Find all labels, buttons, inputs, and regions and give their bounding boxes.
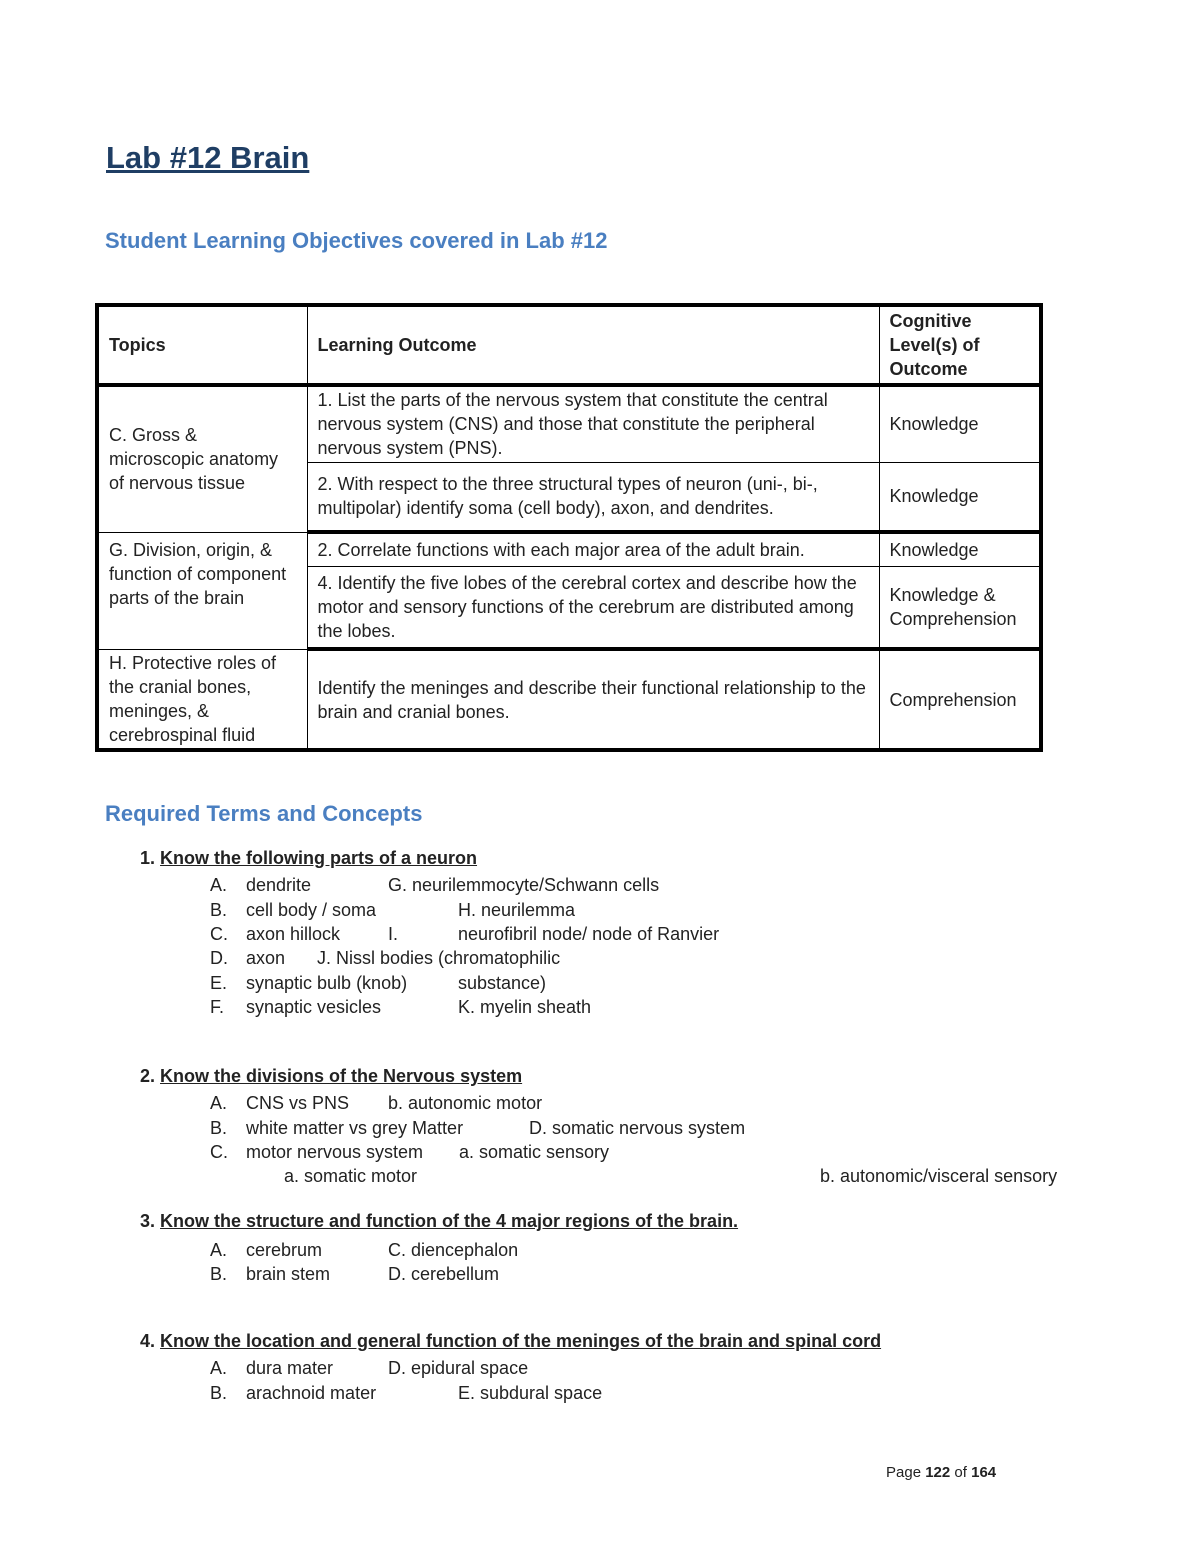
- list-item: CNS vs PNS: [246, 1093, 350, 1113]
- table-row: [97, 385, 1041, 462]
- outcome-cell: 2. With respect to the three structural types of neuron (uni-, bi-, multipolar) identify soma (cell body), axon, and dendrites.: [307, 462, 879, 532]
- list-item: J. Nissl bodies (chromatophilic: [317, 948, 561, 968]
- list-item: a. somatic sensory: [459, 1142, 610, 1162]
- list-item: H. neurilemma: [458, 900, 576, 920]
- list-number: 4.: [140, 1331, 156, 1351]
- list-item: C. diencephalon: [388, 1240, 519, 1260]
- list-number: 3.: [140, 1211, 156, 1231]
- list-item: arachnoid mater: [246, 1383, 377, 1403]
- list-item: C.: [210, 1142, 228, 1162]
- list-item: D. somatic nervous system: [529, 1118, 746, 1138]
- list-item: E. subdural space: [458, 1383, 603, 1403]
- objectives-heading: Student Learning Objectives covered in Lab #12: [105, 228, 608, 253]
- list-item: b. autonomic/visceral sensory: [820, 1166, 1058, 1186]
- table-header-row: [97, 305, 1041, 385]
- list-item: synaptic vesicles: [246, 997, 382, 1017]
- table-row: [97, 649, 1041, 750]
- list-item: I.: [388, 924, 399, 944]
- list-item: motor nervous system: [246, 1142, 424, 1162]
- topic-cell: H. Protective roles of the cranial bones, meninges, & cerebrospinal fluid: [97, 649, 307, 750]
- list-item: synaptic bulb (knob): [246, 973, 408, 993]
- header-topics: Topics: [97, 305, 307, 385]
- list-item: dura mater: [246, 1358, 334, 1378]
- list-item: B.: [210, 1118, 228, 1138]
- list-title-text: Know the following parts of a neuron: [160, 848, 478, 868]
- list-number: 1.: [140, 848, 156, 868]
- outcome-cell: 1. List the parts of the nervous system that constitute the central nervous system (CNS) and those that constitute the peripheral nervous system (PNS).: [307, 385, 879, 462]
- table-row: [97, 532, 1041, 566]
- learning-objectives-table: [95, 303, 1043, 752]
- terms-heading: Required Terms and Concepts: [105, 801, 423, 826]
- level-cell: Knowledge: [879, 385, 1041, 462]
- list-item: axon hillock: [246, 924, 341, 944]
- list-item: E.: [210, 973, 228, 993]
- header-cognitive-level: Cognitive Level(s) of Outcome: [879, 305, 1041, 385]
- list-item: a. somatic motor: [284, 1166, 418, 1186]
- level-cell: Comprehension: [879, 649, 1041, 750]
- list-item: cell body / soma: [246, 900, 377, 920]
- list-item: cerebrum: [246, 1240, 323, 1260]
- list-item: brain stem: [246, 1264, 331, 1284]
- list-item: C.: [210, 924, 228, 944]
- list-item: axon: [246, 948, 286, 968]
- footer-prefix: Page: [886, 1464, 922, 1481]
- list-item: K. myelin sheath: [458, 997, 592, 1017]
- footer-of: of: [954, 1464, 967, 1481]
- level-cell: Knowledge: [879, 462, 1041, 532]
- list-item: neurofibril node/ node of Ranvier: [458, 924, 720, 944]
- list-title: [140, 1066, 522, 1087]
- list-item: D. epidural space: [388, 1358, 529, 1378]
- list-title-text: Know the location and general function of the meninges of the brain and spinal cord: [160, 1331, 882, 1351]
- list-item: B.: [210, 1383, 228, 1403]
- list-item: A.: [210, 1093, 228, 1113]
- list-title: [140, 1211, 738, 1232]
- outcome-cell: Identify the meninges and describe their functional relationship to the brain and cranial bones.: [307, 649, 879, 750]
- list-title-text: Know the structure and function of the 4 major regions of the brain.: [160, 1211, 739, 1231]
- list-item: b. autonomic motor: [388, 1093, 543, 1113]
- list-title: [140, 1331, 881, 1352]
- footer-page-number: 122: [925, 1464, 951, 1481]
- list-item: B.: [210, 1264, 228, 1284]
- list-number: 2.: [140, 1066, 156, 1086]
- list-title-text: Know the divisions of the Nervous system: [160, 1066, 523, 1086]
- list-item: F.: [210, 997, 225, 1017]
- list-item: D. cerebellum: [388, 1264, 500, 1284]
- list-item: white matter vs grey Matter: [246, 1118, 464, 1138]
- page-footer: [886, 1464, 996, 1481]
- header-learning-outcome: Learning Outcome: [307, 305, 879, 385]
- list-item: G. neurilemmocyte/Schwann cells: [388, 875, 660, 895]
- list-item: dendrite: [246, 875, 312, 895]
- footer-total-pages: 164: [971, 1464, 997, 1481]
- level-cell: Knowledge: [879, 532, 1041, 566]
- list-item: B.: [210, 900, 228, 920]
- outcome-cell: 4. Identify the five lobes of the cerebral cortex and describe how the motor and sensory functions of the cerebrum are distributed among the lobes.: [307, 566, 879, 649]
- list-item: A.: [210, 875, 228, 895]
- list-item: A.: [210, 1358, 228, 1378]
- list-item: D.: [210, 948, 228, 968]
- topic-cell: G. Division, origin, & function of component parts of the brain: [97, 532, 307, 649]
- list-title: [140, 848, 477, 869]
- list-item: substance): [458, 973, 547, 993]
- level-cell: Knowledge & Comprehension: [879, 566, 1041, 649]
- page-title: Lab #12 Brain: [106, 140, 310, 175]
- topic-cell: C. Gross & microscopic anatomy of nervous tissue: [97, 385, 307, 532]
- outcome-cell: 2. Correlate functions with each major area of the adult brain.: [307, 532, 879, 566]
- list-item: A.: [210, 1240, 228, 1260]
